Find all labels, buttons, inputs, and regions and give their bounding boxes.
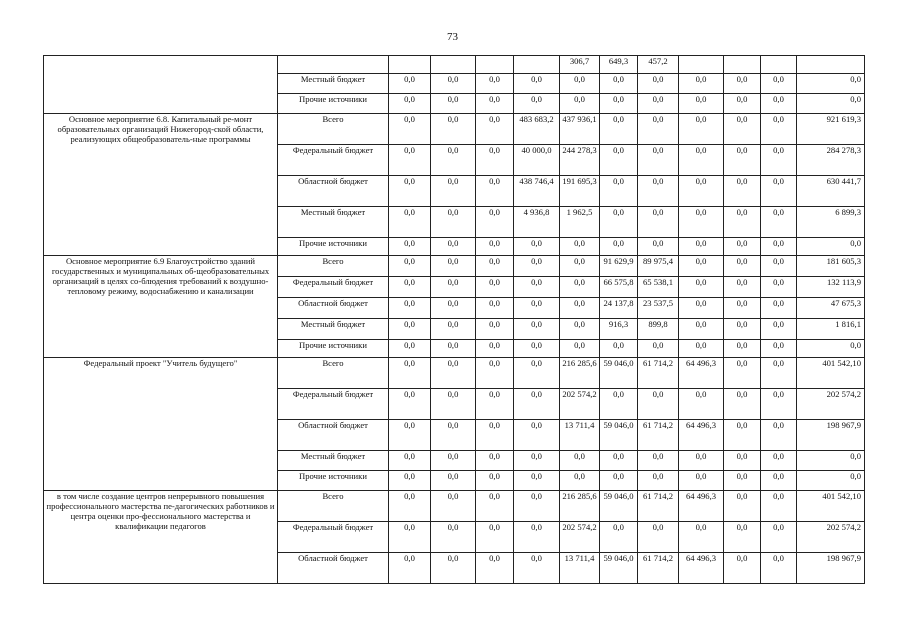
value-cell: 916,3 [600, 319, 638, 340]
total-cell: 198 967,9 [797, 420, 865, 451]
value-cell: 0,0 [389, 491, 431, 522]
value-cell: 0,0 [431, 522, 476, 553]
value-cell: 0,0 [476, 114, 514, 145]
value-cell: 0,0 [514, 298, 560, 319]
value-cell: 202 574,2 [560, 389, 600, 420]
value-cell: 0,0 [638, 207, 679, 238]
value-cell: 0,0 [431, 114, 476, 145]
value-cell: 0,0 [600, 340, 638, 358]
value-cell: 0,0 [431, 389, 476, 420]
value-cell: 0,0 [761, 319, 797, 340]
funding-source: Областной бюджет [278, 420, 389, 451]
value-cell: 0,0 [679, 207, 724, 238]
value-cell: 0,0 [431, 207, 476, 238]
value-cell: 0,0 [600, 74, 638, 94]
value-cell: 0,0 [514, 94, 560, 114]
value-cell: 0,0 [431, 277, 476, 298]
value-cell: 1 962,5 [560, 207, 600, 238]
value-cell: 0,0 [638, 176, 679, 207]
value-cell: 23 537,5 [638, 298, 679, 319]
activity-description [44, 56, 278, 114]
value-cell [724, 56, 761, 74]
value-cell: 0,0 [389, 94, 431, 114]
value-cell [514, 56, 560, 74]
value-cell: 0,0 [638, 74, 679, 94]
value-cell: 306,7 [560, 56, 600, 74]
value-cell: 0,0 [476, 471, 514, 491]
funding-source: Всего [278, 114, 389, 145]
value-cell: 0,0 [431, 176, 476, 207]
value-cell: 0,0 [761, 298, 797, 319]
total-cell: 630 441,7 [797, 176, 865, 207]
total-cell: 202 574,2 [797, 522, 865, 553]
table-row [44, 358, 865, 389]
value-cell: 0,0 [761, 358, 797, 389]
funding-source: Прочие источники [278, 94, 389, 114]
value-cell: 649,3 [600, 56, 638, 74]
value-cell: 0,0 [679, 298, 724, 319]
value-cell: 65 538,1 [638, 277, 679, 298]
value-cell: 61 714,2 [638, 491, 679, 522]
value-cell: 0,0 [431, 358, 476, 389]
value-cell: 0,0 [679, 74, 724, 94]
value-cell: 0,0 [514, 319, 560, 340]
total-cell: 47 675,3 [797, 298, 865, 319]
value-cell: 0,0 [679, 256, 724, 277]
value-cell: 0,0 [679, 319, 724, 340]
value-cell: 0,0 [476, 145, 514, 176]
value-cell: 0,0 [560, 256, 600, 277]
total-cell: 0,0 [797, 471, 865, 491]
value-cell: 0,0 [389, 238, 431, 256]
value-cell: 0,0 [389, 522, 431, 553]
value-cell: 0,0 [724, 522, 761, 553]
funding-source: Местный бюджет [278, 451, 389, 471]
table-body [44, 56, 865, 584]
value-cell: 0,0 [761, 522, 797, 553]
value-cell: 0,0 [514, 74, 560, 94]
funding-source: Прочие источники [278, 238, 389, 256]
value-cell: 0,0 [560, 238, 600, 256]
funding-source: Местный бюджет [278, 207, 389, 238]
value-cell: 437 936,1 [560, 114, 600, 145]
value-cell: 0,0 [560, 340, 600, 358]
value-cell [679, 56, 724, 74]
total-cell: 132 113,9 [797, 277, 865, 298]
value-cell: 59 046,0 [600, 491, 638, 522]
value-cell: 0,0 [431, 319, 476, 340]
value-cell: 0,0 [514, 340, 560, 358]
value-cell: 0,0 [560, 471, 600, 491]
value-cell: 0,0 [476, 238, 514, 256]
activity-description: Федеральный проект "Учитель будущего" [44, 358, 278, 491]
funding-source: Прочие источники [278, 340, 389, 358]
total-cell: 284 278,3 [797, 145, 865, 176]
value-cell: 0,0 [431, 340, 476, 358]
value-cell: 0,0 [514, 420, 560, 451]
value-cell: 0,0 [514, 277, 560, 298]
table-row [44, 491, 865, 522]
value-cell: 438 746,4 [514, 176, 560, 207]
value-cell: 0,0 [761, 256, 797, 277]
total-cell: 0,0 [797, 74, 865, 94]
funding-source: Местный бюджет [278, 74, 389, 94]
value-cell: 0,0 [761, 491, 797, 522]
value-cell: 0,0 [476, 553, 514, 584]
value-cell: 0,0 [560, 451, 600, 471]
total-cell: 202 574,2 [797, 389, 865, 420]
value-cell: 0,0 [389, 256, 431, 277]
value-cell: 0,0 [514, 238, 560, 256]
value-cell: 0,0 [761, 277, 797, 298]
value-cell: 0,0 [679, 176, 724, 207]
value-cell: 0,0 [600, 176, 638, 207]
funding-source: Всего [278, 256, 389, 277]
value-cell: 0,0 [724, 471, 761, 491]
value-cell: 0,0 [600, 522, 638, 553]
value-cell: 0,0 [600, 238, 638, 256]
value-cell: 61 714,2 [638, 553, 679, 584]
value-cell: 0,0 [431, 420, 476, 451]
value-cell: 0,0 [389, 176, 431, 207]
value-cell: 0,0 [761, 74, 797, 94]
value-cell: 0,0 [679, 145, 724, 176]
value-cell: 0,0 [389, 298, 431, 319]
value-cell: 0,0 [638, 145, 679, 176]
value-cell: 0,0 [724, 451, 761, 471]
value-cell: 0,0 [389, 389, 431, 420]
value-cell: 13 711,4 [560, 553, 600, 584]
value-cell: 0,0 [638, 389, 679, 420]
funding-source: Областной бюджет [278, 298, 389, 319]
value-cell: 0,0 [476, 522, 514, 553]
value-cell: 59 046,0 [600, 553, 638, 584]
value-cell: 66 575,8 [600, 277, 638, 298]
value-cell: 0,0 [476, 420, 514, 451]
value-cell: 0,0 [431, 94, 476, 114]
value-cell: 0,0 [476, 74, 514, 94]
value-cell: 0,0 [431, 553, 476, 584]
value-cell: 0,0 [638, 114, 679, 145]
value-cell: 0,0 [476, 319, 514, 340]
total-cell: 0,0 [797, 451, 865, 471]
activity-description: Основное мероприятие 6.8. Капитальный ре-монт образовательных организаций Нижегород-ской области, реализующих общеобразователь-ные программы [44, 114, 278, 256]
table-row [44, 56, 865, 74]
value-cell: 0,0 [476, 176, 514, 207]
table-row [44, 114, 865, 145]
value-cell: 0,0 [514, 491, 560, 522]
value-cell: 0,0 [514, 451, 560, 471]
value-cell: 64 496,3 [679, 491, 724, 522]
total-cell: 0,0 [797, 340, 865, 358]
value-cell: 0,0 [679, 340, 724, 358]
value-cell: 191 695,3 [560, 176, 600, 207]
activity-description: Основное мероприятие 6.9 Благоустройство зданий государственных и муниципальных об-щеобразовательных организаций в целях со-блюдения требований к воздушно-тепловому режиму, водоснабжению и канализации [44, 256, 278, 358]
funding-source: Местный бюджет [278, 319, 389, 340]
value-cell: 0,0 [389, 553, 431, 584]
funding-source: Прочие источники [278, 471, 389, 491]
funding-source [278, 56, 389, 74]
value-cell: 0,0 [514, 256, 560, 277]
funding-source: Федеральный бюджет [278, 145, 389, 176]
total-cell: 181 605,3 [797, 256, 865, 277]
value-cell: 244 278,3 [560, 145, 600, 176]
funding-source: Всего [278, 491, 389, 522]
value-cell: 0,0 [638, 94, 679, 114]
value-cell: 0,0 [724, 277, 761, 298]
value-cell: 0,0 [600, 145, 638, 176]
funding-source: Федеральный бюджет [278, 389, 389, 420]
value-cell: 0,0 [431, 238, 476, 256]
value-cell: 0,0 [560, 74, 600, 94]
value-cell: 0,0 [724, 256, 761, 277]
value-cell: 0,0 [476, 451, 514, 471]
total-cell: 6 899,3 [797, 207, 865, 238]
value-cell: 202 574,2 [560, 522, 600, 553]
value-cell: 0,0 [476, 94, 514, 114]
value-cell: 0,0 [761, 176, 797, 207]
value-cell: 0,0 [600, 389, 638, 420]
value-cell: 899,8 [638, 319, 679, 340]
total-cell: 0,0 [797, 94, 865, 114]
value-cell: 0,0 [724, 74, 761, 94]
value-cell: 0,0 [514, 471, 560, 491]
value-cell: 0,0 [389, 207, 431, 238]
value-cell: 0,0 [724, 389, 761, 420]
value-cell: 0,0 [389, 340, 431, 358]
value-cell: 0,0 [560, 298, 600, 319]
value-cell: 0,0 [514, 553, 560, 584]
funding-source: Областной бюджет [278, 176, 389, 207]
value-cell: 0,0 [679, 471, 724, 491]
value-cell: 89 975,4 [638, 256, 679, 277]
value-cell: 59 046,0 [600, 420, 638, 451]
value-cell: 0,0 [724, 176, 761, 207]
value-cell: 0,0 [638, 522, 679, 553]
value-cell: 24 137,8 [600, 298, 638, 319]
value-cell: 13 711,4 [560, 420, 600, 451]
value-cell: 0,0 [476, 207, 514, 238]
value-cell: 0,0 [431, 256, 476, 277]
funding-source: Федеральный бюджет [278, 277, 389, 298]
funding-source: Всего [278, 358, 389, 389]
funding-source: Областной бюджет [278, 553, 389, 584]
value-cell: 40 000,0 [514, 145, 560, 176]
value-cell: 0,0 [724, 298, 761, 319]
value-cell [476, 56, 514, 74]
value-cell: 216 285,6 [560, 491, 600, 522]
funding-source: Федеральный бюджет [278, 522, 389, 553]
value-cell: 0,0 [476, 358, 514, 389]
value-cell: 0,0 [679, 277, 724, 298]
value-cell: 0,0 [476, 298, 514, 319]
value-cell: 0,0 [679, 238, 724, 256]
value-cell: 0,0 [724, 319, 761, 340]
value-cell: 0,0 [476, 491, 514, 522]
value-cell: 0,0 [600, 471, 638, 491]
total-cell [797, 56, 865, 74]
value-cell: 64 496,3 [679, 420, 724, 451]
value-cell: 0,0 [560, 94, 600, 114]
value-cell: 61 714,2 [638, 420, 679, 451]
total-cell: 0,0 [797, 238, 865, 256]
value-cell: 0,0 [431, 451, 476, 471]
value-cell: 0,0 [761, 471, 797, 491]
value-cell: 0,0 [514, 358, 560, 389]
value-cell: 0,0 [600, 451, 638, 471]
value-cell: 0,0 [389, 319, 431, 340]
value-cell: 61 714,2 [638, 358, 679, 389]
value-cell [761, 56, 797, 74]
table-row [44, 256, 865, 277]
value-cell: 0,0 [724, 145, 761, 176]
value-cell: 0,0 [679, 389, 724, 420]
value-cell: 0,0 [560, 277, 600, 298]
value-cell: 0,0 [431, 74, 476, 94]
value-cell: 0,0 [638, 238, 679, 256]
value-cell: 0,0 [476, 340, 514, 358]
value-cell: 59 046,0 [600, 358, 638, 389]
budget-table [43, 55, 865, 584]
activity-description: в том числе создание центров непрерывного повышения профессионального мастерства пе-дагогических работников и центра оценки про-фессионального мастерства и квалификации педагогов [44, 491, 278, 584]
total-cell: 921 619,3 [797, 114, 865, 145]
value-cell: 64 496,3 [679, 358, 724, 389]
value-cell: 0,0 [679, 114, 724, 145]
value-cell: 0,0 [724, 553, 761, 584]
value-cell: 91 629,9 [600, 256, 638, 277]
value-cell: 0,0 [514, 522, 560, 553]
value-cell: 0,0 [431, 471, 476, 491]
value-cell: 0,0 [679, 522, 724, 553]
value-cell: 0,0 [761, 145, 797, 176]
value-cell: 0,0 [389, 277, 431, 298]
value-cell: 0,0 [724, 340, 761, 358]
value-cell: 0,0 [389, 420, 431, 451]
value-cell: 0,0 [600, 207, 638, 238]
value-cell: 0,0 [600, 94, 638, 114]
value-cell: 0,0 [431, 145, 476, 176]
value-cell [389, 56, 431, 74]
total-cell: 401 542,10 [797, 491, 865, 522]
value-cell: 0,0 [761, 389, 797, 420]
value-cell: 457,2 [638, 56, 679, 74]
value-cell: 0,0 [761, 340, 797, 358]
value-cell: 0,0 [389, 74, 431, 94]
value-cell: 0,0 [724, 207, 761, 238]
value-cell: 0,0 [476, 277, 514, 298]
value-cell: 4 936,8 [514, 207, 560, 238]
value-cell: 64 496,3 [679, 553, 724, 584]
value-cell: 0,0 [761, 238, 797, 256]
value-cell: 0,0 [761, 553, 797, 584]
value-cell: 0,0 [476, 389, 514, 420]
value-cell: 0,0 [761, 420, 797, 451]
value-cell: 483 683,2 [514, 114, 560, 145]
value-cell: 0,0 [724, 491, 761, 522]
value-cell: 0,0 [389, 471, 431, 491]
value-cell: 0,0 [724, 94, 761, 114]
value-cell: 0,0 [761, 207, 797, 238]
total-cell: 198 967,9 [797, 553, 865, 584]
total-cell: 401 542,10 [797, 358, 865, 389]
value-cell: 0,0 [724, 238, 761, 256]
value-cell: 0,0 [679, 94, 724, 114]
value-cell: 0,0 [476, 256, 514, 277]
value-cell [431, 56, 476, 74]
value-cell: 0,0 [560, 319, 600, 340]
value-cell: 0,0 [761, 451, 797, 471]
value-cell: 0,0 [389, 145, 431, 176]
value-cell: 0,0 [389, 358, 431, 389]
page-number: 73 [447, 31, 458, 43]
value-cell: 0,0 [638, 471, 679, 491]
value-cell: 0,0 [761, 114, 797, 145]
value-cell: 0,0 [638, 451, 679, 471]
value-cell: 216 285,6 [560, 358, 600, 389]
value-cell: 0,0 [638, 340, 679, 358]
value-cell: 0,0 [514, 389, 560, 420]
value-cell: 0,0 [600, 114, 638, 145]
value-cell: 0,0 [724, 420, 761, 451]
value-cell: 0,0 [761, 94, 797, 114]
value-cell: 0,0 [431, 298, 476, 319]
value-cell: 0,0 [724, 114, 761, 145]
value-cell: 0,0 [389, 114, 431, 145]
value-cell: 0,0 [724, 358, 761, 389]
value-cell: 0,0 [389, 451, 431, 471]
value-cell: 0,0 [679, 451, 724, 471]
value-cell: 0,0 [431, 491, 476, 522]
total-cell: 1 816,1 [797, 319, 865, 340]
